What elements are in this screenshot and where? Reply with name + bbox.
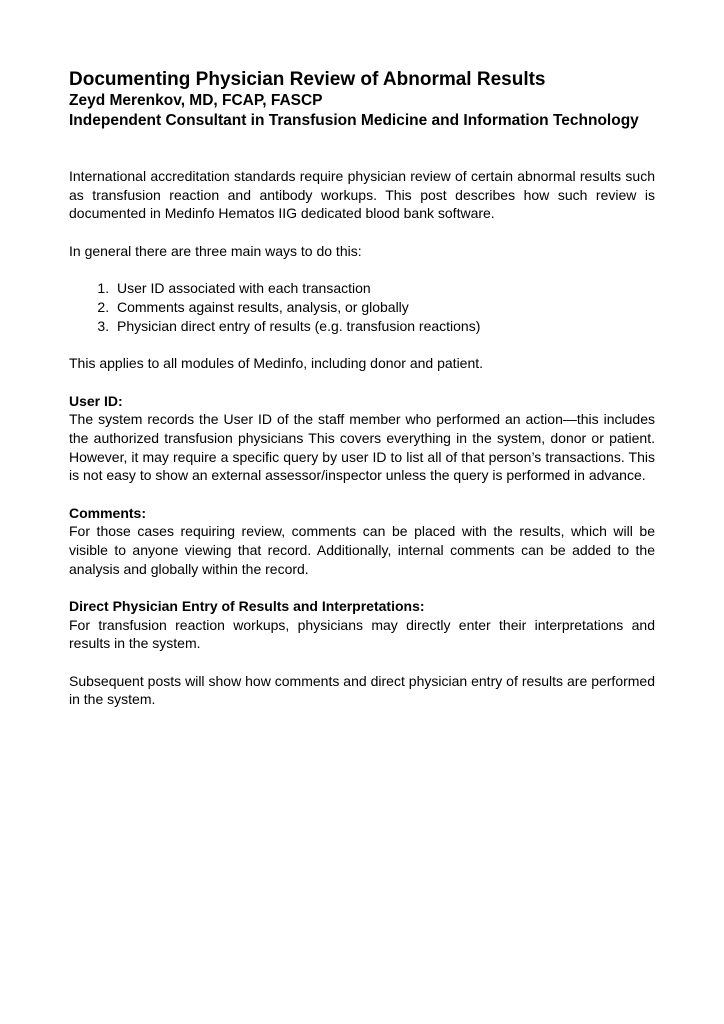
intro-paragraph: International accreditation standards require physician review of certain abnormal results such as transfusion reaction and antibody workups. This post describes how such review is documented in Medinfo Hematos IIG dedicated blood bank software. — [69, 168, 655, 222]
list-item: 2. Comments against results, analysis, or globally — [113, 298, 655, 317]
section-heading-direct-entry: Direct Physician Entry of Results and Interpretations: — [69, 598, 425, 615]
document-page — [69, 69, 655, 709]
methods-list — [69, 279, 655, 335]
section-heading-user-id: User ID: — [69, 392, 123, 409]
list-item: 1. User ID associated with each transaction — [113, 279, 655, 298]
section-text-direct-entry: For transfusion reaction workups, physicians may directly enter their interpretations and results in the system. — [69, 616, 655, 652]
document-title: Documenting Physician Review of Abnormal Results — [69, 69, 546, 90]
intro-lead: In general there are three main ways to do this: — [69, 242, 362, 259]
section-heading-comments: Comments: — [69, 504, 147, 521]
author-line: Zeyd Merenkov, MD, FCAP, FASCP — [69, 92, 323, 109]
section-text-user-id: The system records the User ID of the staff member who performed an action—this includes the authorized transfusion physicians This covers everything in the system, donor or patient. However, it may require a specific query by user ID to list all of that person’s transactions. This is not easy to show an external assessor/inspector unless the query is performed in advance. — [69, 411, 655, 484]
affiliation-line: Independent Consultant in Transfusion Medicine and Information Technology — [69, 112, 639, 129]
applies-paragraph: This applies to all modules of Medinfo, including donor and patient. — [69, 355, 484, 372]
document-body — [69, 167, 655, 709]
section-text-comments: For those cases requiring review, comments can be placed with the results, which will be visible to anyone viewing that record. Additionally, internal comments can be added to the analysis and globally within the record. — [69, 523, 655, 577]
list-item: 3. Physician direct entry of results (e.g. transfusion reactions) — [113, 317, 655, 336]
closing-paragraph: Subsequent posts will show how comments and direct physician entry of results are performed in the system. — [69, 672, 655, 708]
